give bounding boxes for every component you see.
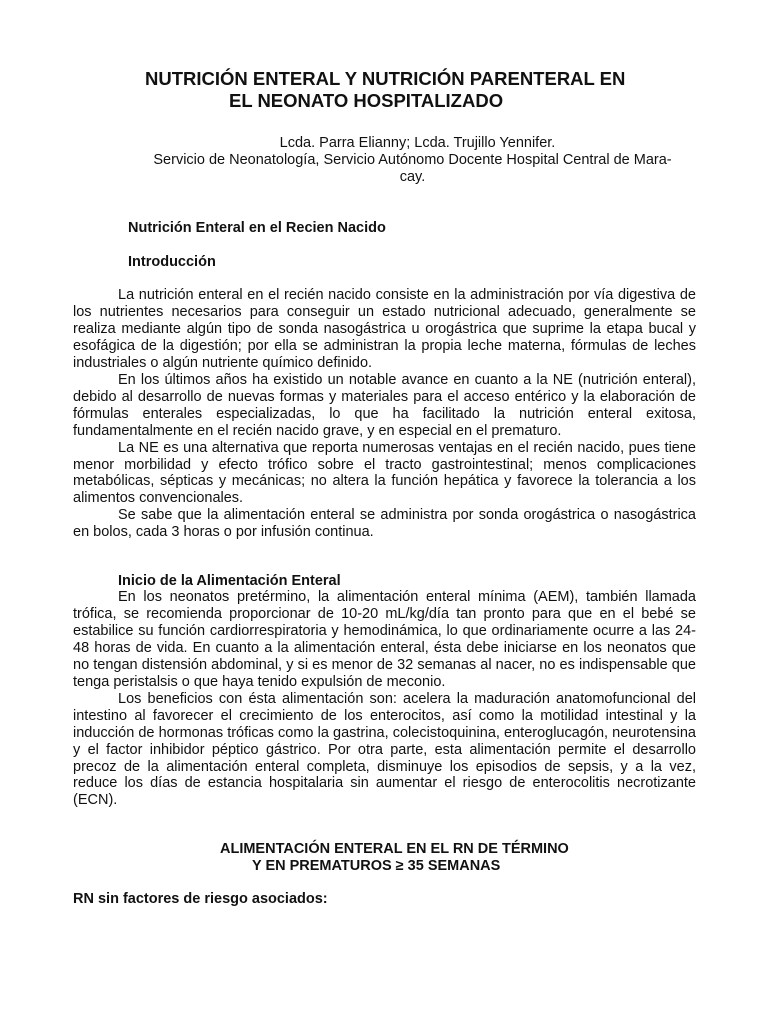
- title-line-1: NUTRICIÓN ENTERAL Y NUTRICIÓN PARENTERAL EN: [145, 68, 626, 89]
- section-heading-rn-termino: [120, 841, 705, 875]
- subheading-inicio-alimentacion: Inicio de la Alimentación Enteral: [118, 573, 341, 589]
- affiliation-line-2: cay.: [399, 169, 426, 185]
- heading-line-2: Y EN PREMATUROS ≥ 35 SEMANAS: [252, 858, 501, 874]
- document-title: [120, 68, 705, 112]
- author-block: [120, 135, 705, 186]
- paragraph: La NE es una alternativa que reporta numerosas ventajas en el recién nacido, pues tiene menor morbilidad y efecto trófico sobre el tracto gastrointestinal; menos complicaciones metabólicas, sépticas y mecánicas; no altera la función hepática y favorece la tolerancia a los alimentos convencionales.: [73, 439, 696, 507]
- section-heading-enteral-rn: Nutrición Enteral en el Recien Nacido: [128, 220, 386, 236]
- inicio-alimentacion-body: [73, 589, 696, 809]
- introduction-body: [73, 287, 696, 541]
- author-names: Lcda. Parra Elianny; Lcda. Trujillo Yennifer.: [279, 135, 556, 151]
- subheading-introduccion: Introducción: [128, 254, 216, 270]
- title-line-2: EL NEONATO HOSPITALIZADO: [229, 90, 504, 111]
- paragraph: La nutrición enteral en el recién nacido consiste en la administración por vía digestiva de los nutrientes necesarios para conseguir un estado nutricional adecuado, generalmente se realiza mediante algún tipo de sonda nasogástrica u orogástrica que suprime la etapa bucal y esofágica de la digestión; por ella se administran la propia leche materna, fórmulas de leches industriales o algún nutriente químico definido.: [73, 287, 696, 371]
- paragraph: Los beneficios con ésta alimentación son: acelera la maduración anatomofuncional del intestino al favorecer el crecimiento de los enterocitos, así como la motilidad intestinal y la inducción de hormonas tróficas como la gastrina, colecistoquinina, enteroglucagón, neurotensina y el factor inhibidor péptico gástrico. Por otra parte, esta alimentación permite el desarrollo precoz de la alimentación enteral completa, disminuye los episodios de sepsis, y a la vez, reduce los días de estancia hospitalaria sin aumentar el riesgo de enterocolitis necrotizante (ECN).: [73, 690, 696, 809]
- heading-line-1: ALIMENTACIÓN ENTERAL EN EL RN DE TÉRMINO: [220, 841, 569, 857]
- paragraph: En los neonatos pretérmino, la alimentación enteral mínima (AEM), también llamada trófica, se recomienda proporcionar de 10-20 mL/kg/día tan pronto para que en el bebé se estabilice su función cardiorrespiratoria y hemodinámica, lo que ordinariamente ocurre a las 24-48 horas de vida. En cuanto a la alimentación enteral, ésta debe iniciarse en los neonatos que no tengan distensión abdominal, y si es menor de 32 semanas al nacer, no es indispensable que tenga peristalsis o que haya tenido expulsión de meconio.: [73, 589, 696, 690]
- affiliation-line-1: Servicio de Neonatología, Servicio Autónomo Docente Hospital Central de Mara-: [153, 152, 672, 168]
- subheading-rn-sin-factores: RN sin factores de riesgo asociados:: [73, 891, 328, 907]
- paragraph: Se sabe que la alimentación enteral se administra por sonda orogástrica o nasogástrica en bolos, cada 3 horas o por infusión continua.: [73, 507, 696, 541]
- paragraph: En los últimos años ha existido un notable avance en cuanto a la NE (nutrición enteral), debido al desarrollo de nuevas formas y materiales para el acceso entérico y la elaboración de fórmulas enterales especializadas, lo que ha facilitado la nutrición enteral exitosa, fundamentalmente en el recién nacido grave, y en especial en el prematuro.: [73, 371, 696, 439]
